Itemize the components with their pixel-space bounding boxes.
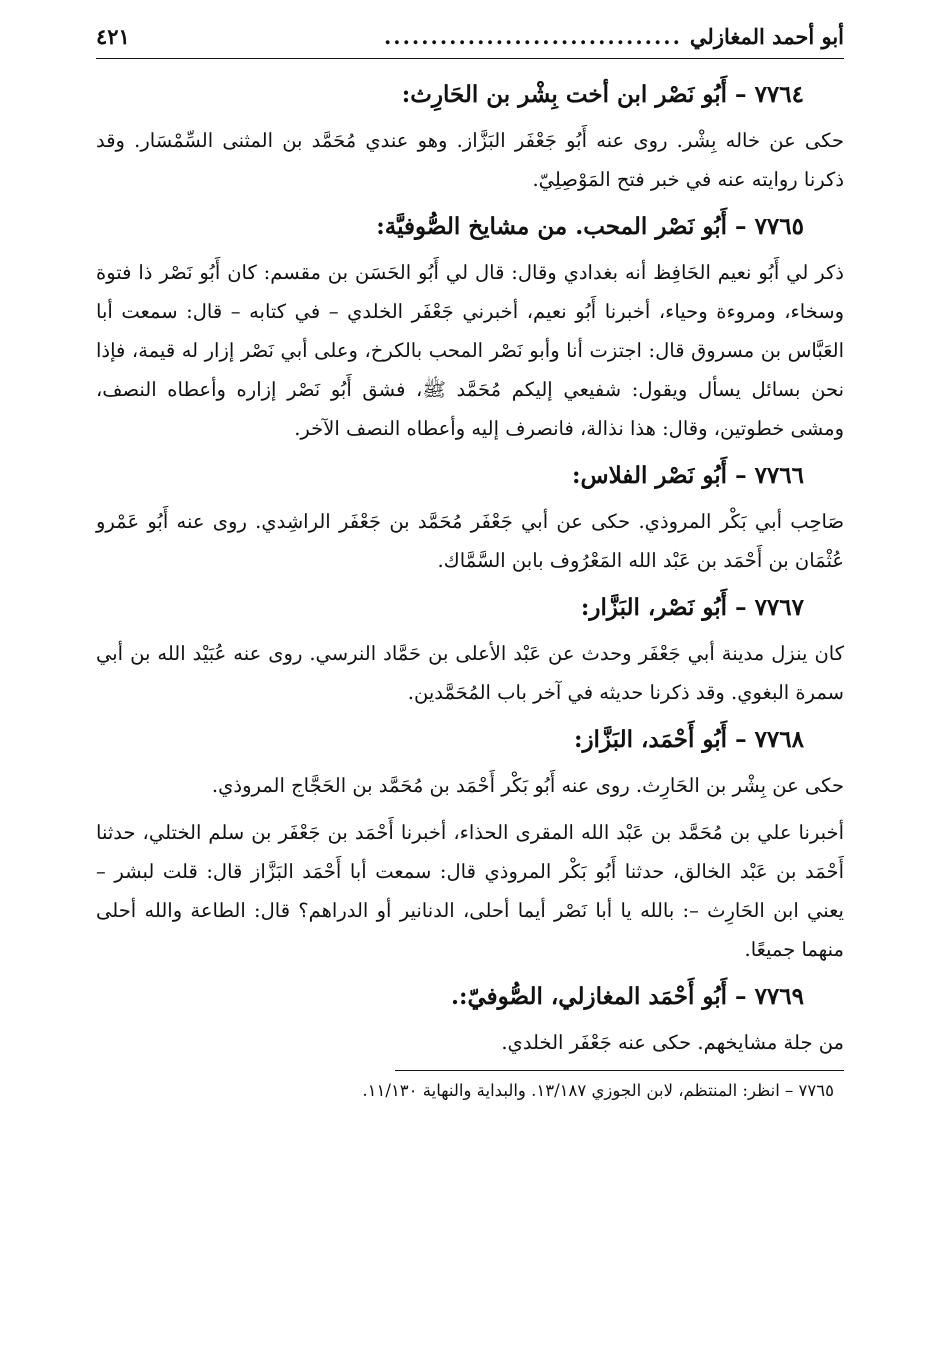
running-title: أبو أحمد المغازلي	[689, 24, 844, 49]
footnote-divider	[395, 1070, 844, 1071]
entry	[96, 207, 844, 448]
entry-text: حكى عن بِشْر بن الحَارِث. روى عنه أَبُو بَكْر أَحْمَد بن مُحَمَّد بن الحَجَّاج المروذي.	[211, 774, 844, 797]
entry-text: من جلة مشايخهم. حكى عنه جَعْفَر الخلدي.	[501, 1031, 844, 1054]
entry	[96, 977, 844, 1062]
entry	[96, 588, 844, 712]
entry-heading: ٧٧٦٩ – أَبُو أَحْمَد المغازلي، الصُّوفيّ:.	[450, 983, 804, 1010]
entry-text: صَاحِب أبي بَكْر المروذي. حكى عن أبي جَعْفَر مُحَمَّد بن جَعْفَر الراشِدي. روى عنه أَبُو عَمْرو عُثْمَان بن أَحْمَد بن عَبْد الله المَعْرُوف بابن السَّمَّاك.	[96, 510, 844, 572]
entry-heading: ٧٧٦٧ – أَبُو نَصْر، البَزَّار:	[580, 594, 804, 621]
header-dot-leader: ................................	[383, 24, 682, 49]
footnote: ٧٧٦٥ – انظر: المنتظم، لابن الجوزي ١٣/١٨٧. والبداية والنهاية ١١/١٣٠.	[362, 1081, 834, 1100]
entry-text: حكى عن خاله بِشْر. روى عنه أَبُو جَعْفَر البَزَّاز. وهو عندي مُحَمَّد بن المثنى السِّمْسَار. وقد ذكرنا روايته عنه في خبر فتح المَوْصِلِيّ.	[96, 129, 844, 191]
running-header	[96, 22, 844, 59]
entry-heading: ٧٧٦٨ – أَبُو أَحْمَد، البَزَّاز:	[573, 726, 804, 753]
entry-heading: ٧٧٦٤ – أَبُو نَصْر ابن أخت بِشْر بن الحَارِث:	[401, 81, 804, 108]
entry	[96, 75, 844, 199]
entry-heading: ٧٧٦٥ – أَبُو نَصْر المحب. من مشايخ الصُّوفيَّة:	[376, 213, 804, 240]
page-number: ٤٢١	[96, 24, 130, 49]
entry-heading: ٧٧٦٦ – أَبُو نَصْر الفلاس:	[572, 462, 804, 489]
entry-text: ذكر لي أَبُو نعيم الحَافِظ أنه بغدادي وقال: قال لي أَبُو الحَسَن بن مقسم: كان أَبُو نَصْر ذا فتوة وسخاء، ومروءة وحياء، أخبرنا أَبُو نعيم، أخبرني جَعْفَر الخلدي – في كتابه – قال: سمعت أبا العَبَّاس بن مسروق قال: اجتزت أنا وأبو نَصْر المحب بالكرخ، وعلى أبي نَصْر إزار له قيمة، فإذا نحن بسائل يسأل ويقول: شفيعي إليكم مُحَمَّد ﷺ، فشق أَبُو نَصْر إزاره وأعطاه النصف، ومشى خطوتين، وقال: هذا نذالة، فانصرف إليه وأعطاه النصف الآخر.	[96, 261, 844, 440]
entry-text: أخبرنا علي بن مُحَمَّد بن عَبْد الله المقرى الحذاء، أخبرنا أَحْمَد بن جَعْفَر بن سلم الختلي، حدثنا أَحْمَد بن عَبْد الخالق، حدثنا أَبُو بَكْر المروذي قال: سمعت أبا أَحْمَد البَزَّاز قال: قلت لبشر – يعني ابن الحَارِث –: بالله يا أبا نَصْر أيما أحلى، الدنانير أو الدراهم؟ قال: الطاعة والله أحلى منهما جميعًا.	[96, 821, 844, 961]
entry	[96, 720, 844, 969]
entry	[96, 456, 844, 580]
entry-text: كان ينزل مدينة أبي جَعْفَر وحدث عن عَبْد الأعلى بن حَمَّاد النرسي. روى عنه عُبَيْد الله بن أبي سمرة البغوي. وقد ذكرنا حديثه في آخر باب المُحَمَّدين.	[96, 642, 844, 704]
